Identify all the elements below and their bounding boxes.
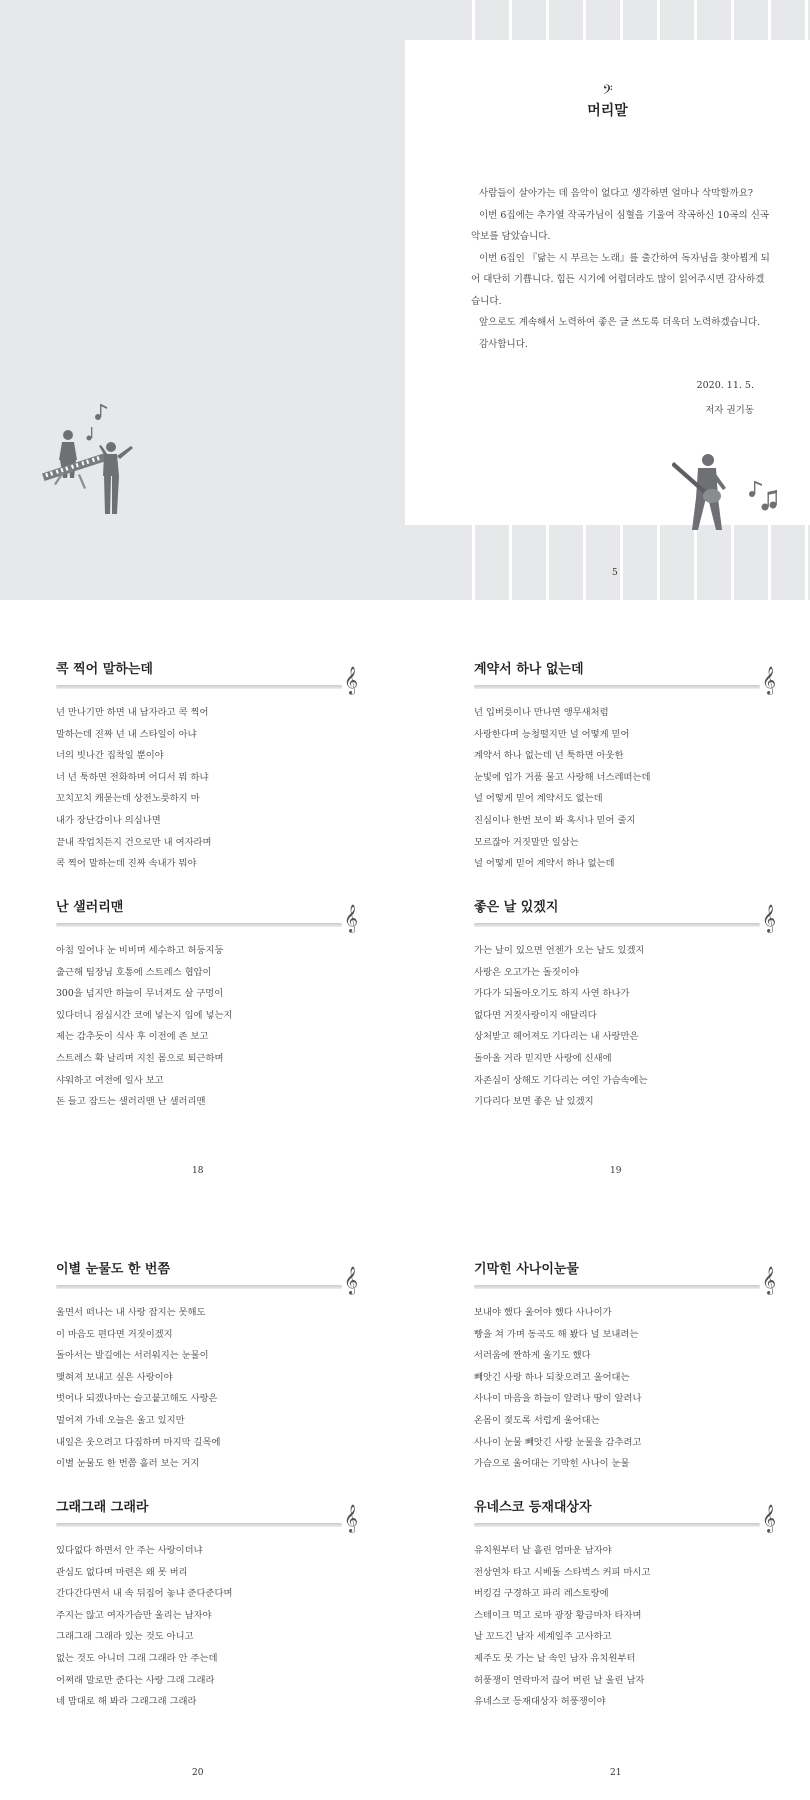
lyric-line: 기다리다 보면 좋은 날 있겠지 (474, 1096, 594, 1108)
lyric-line: 끝내 작업치든지 건으로만 내 여자라며 (56, 836, 212, 848)
song-block (56, 1496, 356, 1713)
song-block (56, 1258, 356, 1475)
lyric-line: 너의 빗나간 집착일 뿐이야 (56, 750, 164, 762)
lyric-line: 없다면 거짓사랑이지 애달리다 (474, 1009, 597, 1021)
lyric-line: 아침 일어나 눈 비비며 세수하고 허둥지둥 (56, 945, 224, 956)
song-block (474, 1496, 774, 1713)
treble-clef-icon: 𝄞 (761, 666, 776, 694)
lyric-line: 돈 들고 잠드는 샐러리맨 난 샐러리맨 (56, 1096, 206, 1108)
lyric-line: 내일은 웃으려고 다짐하며 마지막 길목에 (56, 1436, 221, 1448)
lyric-line: 상처받고 헤어져도 기다리는 내 사랑만은 (474, 1031, 639, 1043)
preface-paragraph: 앞으로도 계속해서 노력하여 좋은 글 쓰도록 더욱더 노력하겠습니다. (479, 317, 761, 328)
preface-paragraph: 이번 6집에는 추가열 작곡가님이 심혈을 기울여 작곡하신 10곡의 신곡 악보를 담았습니다. (471, 209, 770, 242)
lyric-line: 전상연차 타고 시베돌 스타벅스 커피 마시고 (474, 1566, 651, 1578)
lyric-line: 말하는데 진짜 넌 내 스타일이 아냐 (56, 728, 197, 740)
song-title: 계약서 하나 없는데 (474, 662, 584, 677)
page-number: 21 (610, 1768, 622, 1778)
lyric-line: 널 어떻게 믿어 계약서 하나 없는데 (474, 858, 615, 870)
lyric-line: 서러움에 짠하게 울기도 했다 (474, 1350, 591, 1362)
song-lyrics (474, 1540, 774, 1713)
lyric-line: 계약서 하나 없는데 넌 툭하면 아웃한 (474, 750, 624, 762)
page-number: 5 (612, 568, 618, 578)
lyric-line: 사랑은 오고가는 돌짓이야 (474, 966, 579, 978)
lyric-line: 널 어떻게 믿어 계약서도 없는데 (474, 793, 603, 805)
song-title: 그래그래 그래라 (56, 1500, 149, 1515)
song-title: 이별 눈물도 한 번쯤 (56, 1262, 171, 1277)
song-lyrics (474, 940, 774, 1113)
lyric-line: 어쩌래 말로만 준다는 사랑 그래 그래라 (56, 1674, 215, 1686)
page-number: 18 (192, 1166, 204, 1176)
treble-clef-icon: 𝄞 (343, 904, 358, 932)
lyric-line: 허풍쟁이 연락마저 끊어 버린 날 울린 남자 (474, 1674, 645, 1686)
musicians-illustration (40, 400, 170, 550)
lyric-line: 샤워하고 여전에 일사 보고 (56, 1074, 164, 1086)
treble-clef-icon: 𝄞 (343, 1266, 358, 1294)
song-lyrics (56, 940, 356, 1113)
treble-clef-icon: 𝄞 (343, 1504, 358, 1532)
lyric-line: 멀어져 가네 오늘은 울고 있지만 (56, 1414, 185, 1426)
bass-clef-icon: 𝄢 (602, 82, 613, 101)
lyric-line: 눈빛에 입가 거품 물고 사랑해 너스레떠는데 (474, 771, 651, 783)
lyric-line: 맺혀져 보내고 싶은 사랑이야 (56, 1371, 173, 1383)
preface-title: 머리말 (587, 103, 628, 119)
lyric-line: 콕 찍어 말하는데 진짜 속내가 뭐야 (56, 858, 197, 870)
lyric-line: 꼬치꼬치 캐묻는데 상전노릇하지 마 (56, 793, 200, 805)
lyric-line: 간다간다면서 내 속 뒤집어 놓냐 준다준다며 (56, 1588, 233, 1600)
lyric-line: 보내야 했다 울어야 했다 사나이가 (474, 1307, 612, 1318)
lyric-line: 있다더니 점심시간 코에 넣는지 입에 넣는지 (56, 1009, 233, 1021)
page-number: 20 (192, 1768, 204, 1778)
song-title: 난 샐러리맨 (56, 900, 124, 915)
lyric-line: 있다없다 하면서 안 주는 사랑이더냐 (56, 1545, 203, 1556)
lyric-line: 유치원부터 날 흘린 엄마운 남자야 (474, 1545, 612, 1556)
preface-paragraph: 감사합니다. (479, 338, 528, 350)
lyric-line: 출근해 팀장님 호통에 스트레스 협압이 (56, 966, 212, 978)
preface-date: 2020. 11. 5. (696, 380, 754, 391)
song-block (474, 1258, 774, 1475)
lyric-line: 이 마음도 편다면 거짓이겠지 (56, 1328, 173, 1340)
lyric-line: 온몸이 젖도록 서럽게 울어대는 (474, 1414, 600, 1426)
treble-clef-icon: 𝄞 (761, 904, 776, 932)
lyric-line: 빼앗긴 사랑 하나 되찾으려고 울어대는 (474, 1371, 630, 1383)
preface-paragraph: 사람들이 살아가는 데 음악이 없다고 생각하면 얼마나 삭막할까요? (479, 188, 754, 199)
lyric-line: 사나이 눈물 빼앗긴 사랑 눈물을 감추려고 (474, 1436, 642, 1448)
guitarist-illustration (672, 452, 782, 552)
lyric-line: 넌 만나기만 하면 내 남자라고 콕 찍어 (56, 707, 209, 718)
lyric-line: 너 넌 툭하면 전화하며 어디서 뭐 하냐 (56, 771, 209, 783)
lyric-line: 빵을 쳐 가며 동곡도 해 봤다 널 보내려는 (474, 1328, 639, 1340)
song-block (474, 658, 774, 875)
lyric-line: 가다가 되돌아오기도 하지 사연 하나가 (474, 988, 630, 1000)
treble-clef-icon: 𝄞 (343, 666, 358, 694)
preface-body (471, 183, 771, 355)
song-lyrics (56, 1540, 356, 1713)
song-lyrics (56, 1302, 356, 1475)
lyric-line: 벗어나 되겠나마는 슬고붙고해도 사랑은 (56, 1393, 218, 1405)
lyric-line: 진심이나 한번 보이 봐 혹시나 믿어 줄지 (474, 814, 636, 826)
lyric-line: 관심도 없다며 마련은 왜 못 버리 (56, 1566, 188, 1578)
song-title: 유네스코 등재대상자 (474, 1500, 592, 1515)
lyric-line: 내가 장난감이나 의심나면 (56, 814, 161, 826)
song-block (56, 658, 356, 875)
song-lyrics (474, 702, 774, 875)
lyric-line: 울면서 떠나는 내 사랑 잡지는 못해도 (56, 1307, 206, 1318)
lyric-line: 가슴으로 울어대는 기막힌 사나이 눈물 (474, 1458, 630, 1470)
music-note-icon (762, 490, 777, 511)
music-note-icon (95, 404, 107, 420)
lyric-line: 제주도 못 가는 날 속인 남자 유치원부터 (474, 1652, 636, 1664)
preface-spread (0, 0, 810, 600)
lyric-line: 스테이크 먹고 로마 광장 황금마차 타자며 (474, 1609, 642, 1621)
preface-paragraph: 이번 6집인 『닮는 시 부르는 노래』를 출간하여 독자님을 찾아뵙게 되어 대단히 기쁩니다. 힘든 시기에 어렵더라도 많이 읽어주시면 감사하겠습니다. (471, 252, 770, 307)
lyric-line: 넌 입버릇이나 만나면 앵무새처럼 (474, 707, 609, 718)
song-block (56, 896, 356, 1113)
page-number: 19 (610, 1166, 622, 1176)
lyric-line: 가는 날이 있으면 언젠가 오는 날도 있겠지 (474, 945, 645, 956)
treble-clef-icon: 𝄞 (761, 1504, 776, 1532)
lyric-line: 버킹검 구경하고 파리 레스토랑에 (474, 1588, 609, 1600)
preface-author: 저자 권기동 (705, 405, 754, 416)
lyric-line: 300을 넘지만 하늘이 무너져도 살 구멍이 (56, 988, 224, 1000)
lyric-line: 유네스코 등재대상자 허풍쟁이야 (474, 1696, 606, 1708)
lyric-line: 네 맘대로 해 봐라 그래그래 그래라 (56, 1696, 197, 1708)
song-lyrics (56, 702, 356, 875)
lyric-line: 스트레스 확 날리며 지친 몸으로 퇴근하며 (56, 1052, 224, 1064)
song-title: 기막힌 사나이눈물 (474, 1262, 579, 1277)
lyric-line: 자존심이 상해도 기다리는 여인 가슴속에는 (474, 1074, 648, 1086)
lyric-line: 주지는 않고 여자가슴만 울리는 남자야 (56, 1609, 212, 1621)
song-title: 콕 찍어 말하는데 (56, 662, 153, 677)
lyric-line: 날 꼬드긴 남자 세계일주 고사하고 (474, 1631, 612, 1643)
song-block (474, 896, 774, 1113)
song-lyrics (474, 1302, 774, 1475)
lyric-line: 사랑한다며 능청떨지만 널 어떻게 믿어 (474, 728, 630, 740)
lyric-line: 돌아서는 발길에는 서러워지는 눈물이 (56, 1350, 209, 1362)
music-note-icon (87, 427, 93, 441)
stripe-decoration-top (438, 0, 810, 40)
treble-clef-icon: 𝄞 (761, 1266, 776, 1294)
lyric-line: 돌아올 거라 믿지만 사랑에 신새에 (474, 1052, 612, 1064)
lyric-line: 없는 것도 아니더 그래 그래라 안 주는데 (56, 1652, 218, 1664)
music-note-icon (749, 481, 762, 497)
lyric-line: 그래그래 그래라 있는 것도 아니고 (56, 1631, 194, 1643)
lyric-line: 제는 감추듯이 식사 후 이전에 존 보고 (56, 1031, 209, 1043)
lyric-line: 사나이 마음을 하늘이 알려나 땅이 알려나 (474, 1393, 642, 1405)
song-title: 좋은 날 있겠지 (474, 900, 559, 915)
lyric-line: 이별 눈물도 한 번쯤 흘러 보는 거지 (56, 1458, 200, 1470)
lyric-line: 모르잖아 거짓말만 일삼는 (474, 836, 579, 848)
